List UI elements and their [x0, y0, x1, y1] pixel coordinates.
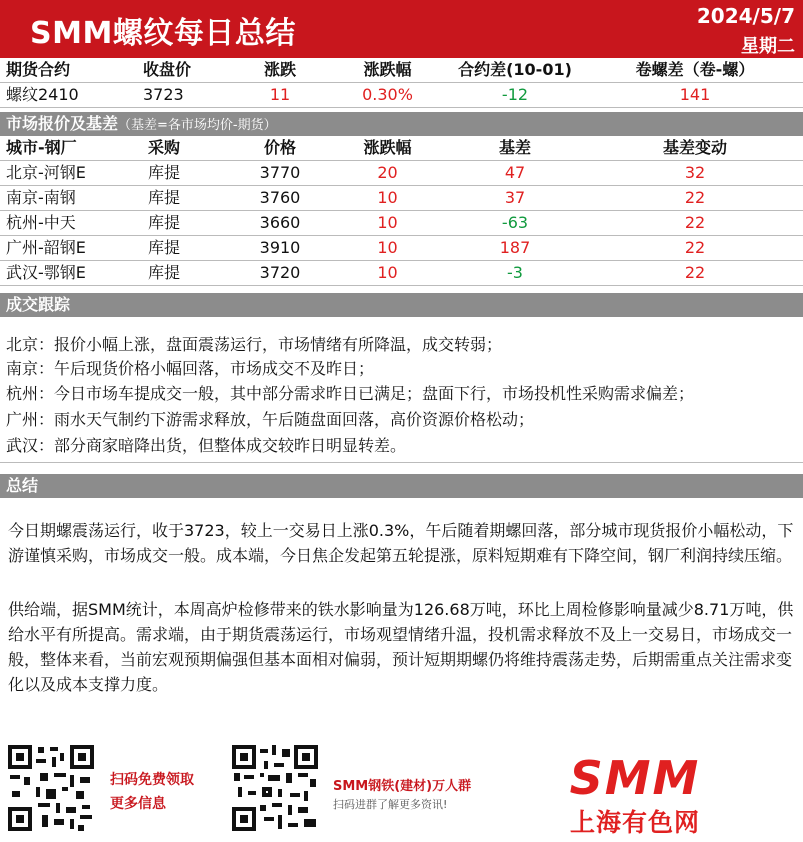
col-pct: 涨跌幅	[363, 60, 412, 79]
col-city: 城市-钢厂	[6, 138, 77, 157]
deal-line: 北京：报价小幅上涨，盘面震荡运行，市场情绪有所降温，成交转弱；	[6, 335, 503, 354]
basis-value: -63	[501, 213, 529, 232]
price-value: 3770	[259, 163, 301, 182]
deal-line: 南京：午后现货价格小幅回落，市场成交不及昨日；	[6, 359, 375, 378]
market-row	[0, 211, 803, 236]
city-name: 武汉-鄂钢E	[6, 263, 86, 282]
market-row	[0, 186, 803, 211]
city-name: 北京-河钢E	[6, 163, 86, 182]
smm-logo	[545, 751, 725, 837]
market-header-row	[0, 136, 803, 161]
qr-code-2	[230, 743, 320, 833]
purchase-type: 库提	[148, 188, 181, 207]
spread-value: -12	[501, 85, 529, 104]
basis-change-value: 32	[684, 163, 706, 182]
col-change: 涨跌	[263, 60, 296, 79]
deal-line: 杭州：今日市场车提成交一般，其中部分需求昨日已满足；盘面下行，市场投机性采购需求偏差；	[6, 384, 695, 403]
qr1-text-2: 更多信息	[110, 796, 166, 812]
purchase-type: 库提	[148, 213, 181, 232]
col-purchase: 采购	[148, 138, 181, 157]
col-coil-rebar: 卷螺差（卷-螺）	[635, 60, 755, 79]
change-value: 10	[377, 238, 398, 257]
deals-block	[0, 317, 803, 463]
deal-line: 广州：雨水天气制约下游需求释放，午后随盘面回落，高价资源价格松动；	[6, 410, 535, 429]
basis-value: -3	[507, 263, 523, 282]
futures-header-row	[0, 58, 803, 83]
purchase-type: 库提	[148, 163, 181, 182]
col-change-pct: 涨跌幅	[363, 138, 412, 157]
pct-value: 0.30%	[362, 85, 413, 104]
summary-paragraph-2: 供给端，据SMM统计，本周高炉检修带来的铁水影响量为126.68万吨，环比上周检修影响量减少8.71万吨，供给水平有所提高。需求端，由于期货震荡运行，市场观望情绪升温，投机需求释放不及上一交易日，市场成交一般，整体来看，当前宏观预期偏强但基本面相对偏弱，预计短期期螺仍将维持震荡走势，后期需重点关注需求变化以及成本支撑力度。	[8, 600, 794, 694]
market-section-title: 市场报价及基差	[6, 114, 119, 133]
report-date: 2024/5/7	[696, 4, 795, 28]
purchase-type: 库提	[148, 238, 181, 257]
basis-change-value: 22	[684, 263, 706, 282]
header-banner	[0, 0, 803, 58]
city-name: 杭州-中天	[6, 213, 76, 232]
deal-line: 武汉：部分商家暗降出货，但整体成交较昨日明显转差。	[6, 436, 407, 455]
close-price: 3723	[143, 85, 184, 104]
city-name: 南京-南钢	[6, 188, 76, 207]
basis-value: 37	[504, 188, 526, 207]
qr-code-1	[6, 743, 96, 833]
qr1-text-1: 扫码免费领取	[110, 772, 194, 788]
price-value: 3910	[259, 238, 301, 257]
change-value: 10	[377, 213, 398, 232]
qr2-text-1: SMM钢铁(建材)万人群	[333, 779, 472, 794]
col-contract: 期货合约	[6, 60, 71, 79]
summary-section-header	[0, 474, 803, 498]
summary-section-title: 总结	[6, 476, 39, 495]
col-spread: 合约差(10-01)	[458, 60, 572, 79]
change-value: 11	[269, 85, 291, 104]
qr2-text-2: 扫码进群了解更多资讯!	[333, 798, 448, 811]
basis-value: 47	[504, 163, 526, 182]
city-name: 广州-韶钢E	[6, 238, 86, 257]
footer	[0, 735, 803, 842]
market-section-note: （基差=各市场均价-期货）	[118, 118, 277, 133]
report-weekday: 星期二	[741, 36, 795, 57]
change-value: 20	[377, 163, 398, 182]
market-section-header	[0, 112, 803, 136]
price-value: 3720	[259, 263, 301, 282]
basis-change-value: 22	[684, 213, 706, 232]
basis-value: 187	[499, 238, 531, 257]
market-row	[0, 236, 803, 261]
col-basis-change: 基差变动	[662, 138, 727, 157]
summary-paragraph-1: 今日期螺震荡运行，收于3723，较上一交易日上涨0.3%，午后随着期螺回落，部分城市现货报价小幅松动，下游谨慎采购，市场成交一般。成本端，今日焦企发起第五轮提涨，原料短期难有下降空间，钢厂利润持续压缩。	[8, 521, 794, 565]
purchase-type: 库提	[148, 263, 181, 282]
futures-row	[0, 83, 803, 108]
price-value: 3660	[259, 213, 301, 232]
col-basis: 基差	[498, 138, 531, 157]
report-title: SMM螺纹每日总结	[30, 16, 296, 51]
basis-change-value: 22	[684, 238, 706, 257]
basis-change-value: 22	[684, 188, 706, 207]
col-price: 价格	[263, 138, 296, 157]
coil-rebar-value: 141	[679, 85, 711, 104]
smm-logo-mark: SMM	[569, 751, 701, 805]
price-value: 3760	[259, 188, 301, 207]
change-value: 10	[377, 188, 398, 207]
contract-name: 螺纹2410	[6, 85, 79, 104]
col-close: 收盘价	[143, 60, 192, 79]
deals-section-header	[0, 293, 803, 317]
change-value: 10	[377, 263, 398, 282]
smm-logo-cn: 上海有色网	[569, 808, 700, 837]
market-row	[0, 261, 803, 286]
market-row	[0, 161, 803, 186]
deals-section-title: 成交跟踪	[6, 295, 71, 314]
